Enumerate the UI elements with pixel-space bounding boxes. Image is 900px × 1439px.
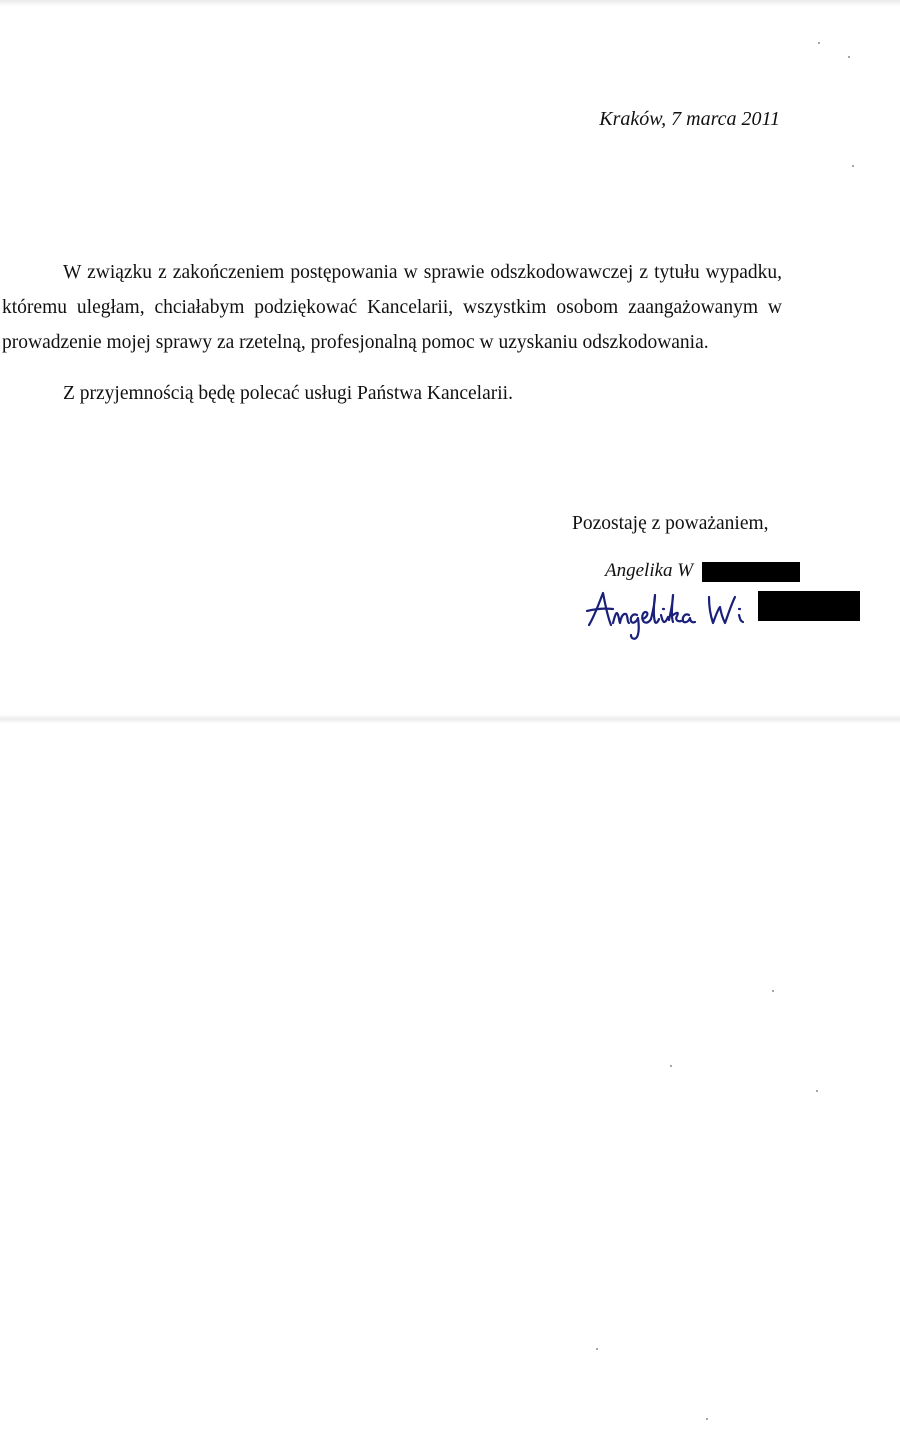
scan-speck xyxy=(772,990,774,992)
scan-edge xyxy=(0,0,900,6)
letter-body xyxy=(2,255,782,411)
scan-speck xyxy=(596,1348,598,1350)
scan-fold-line xyxy=(0,714,900,724)
handwritten-signature xyxy=(585,585,765,645)
body-paragraph: Z przyjemnością będę polecać usługi Państwa Kancelarii. xyxy=(63,383,513,404)
redaction-bar xyxy=(758,591,860,621)
redaction-bar xyxy=(702,562,800,582)
scan-speck xyxy=(706,1418,708,1420)
closing-phrase: Pozostaję z poważaniem, xyxy=(572,513,769,534)
scan-speck xyxy=(670,1065,672,1067)
scan-speck xyxy=(816,1090,818,1092)
typed-name: Angelika W xyxy=(605,560,694,581)
scan-speck xyxy=(852,165,854,167)
body-paragraph: W związku z zakończeniem postępowania w sprawie odszkodowawczej z tytułu wypadku, któremu uległam, chciałabym podziękować Kancelarii, wszystkim osobom zaangażowanym w prowadzenie mojej sprawy za rzetelną, profesjonalną pomoc w uzyskaniu odszkodowania. xyxy=(2,262,782,353)
scan-speck xyxy=(818,42,820,44)
scan-speck xyxy=(848,56,850,58)
place-date: Kraków, 7 marca 2011 xyxy=(599,108,780,130)
